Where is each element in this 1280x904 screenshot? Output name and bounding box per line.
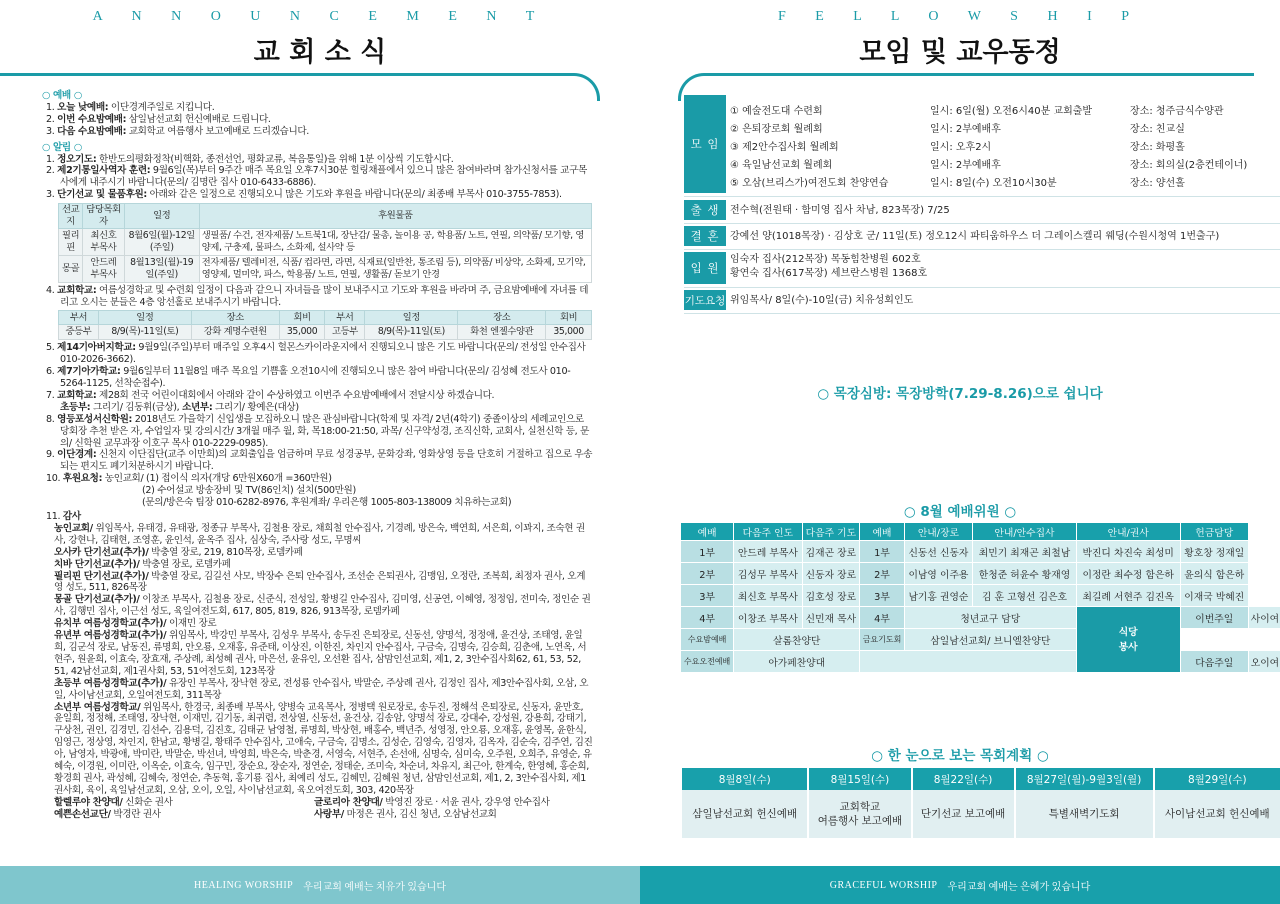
meal-label-text: 식당 xyxy=(1118,626,1138,638)
committee-title: ○ 8월 예배위원 ○ xyxy=(903,504,1017,520)
committee-cell: 2부 xyxy=(860,563,904,585)
committee-cell: 4부 xyxy=(681,607,734,629)
notice-10-line-3: (문의/방은숙 팀장 010-6282-8976, 후원계좌/ 우리은행 1005-803-138009 치유하는교회) xyxy=(142,497,512,509)
committee-cell: 1부 xyxy=(681,541,734,563)
thanks-key: 필리핀 단기선교(추가)/ xyxy=(54,570,149,582)
mission-pastor: 안드레 부목사 xyxy=(83,255,125,282)
committee-cell: 신동선 신동자 xyxy=(904,541,972,563)
fri-label: 금요기도회 xyxy=(860,629,904,651)
thanks-text: 이재민 장로 xyxy=(166,618,217,630)
committee-cell: 이창조 부목사 xyxy=(734,607,802,629)
thanks-last xyxy=(54,797,594,821)
thanks-key: 오사카 단기선교(추가)/ xyxy=(54,546,149,558)
thanks-key: 농인교회/ xyxy=(54,522,93,534)
vacation-notice: ○ 목장심방: 목장방학(7.29-8.26)으로 쉽니다 xyxy=(817,386,1103,402)
committee-cell: 최민기 최재곤 최철남 xyxy=(973,541,1077,563)
committee-row xyxy=(681,563,1280,585)
meeting-name: ④ 육일남선교회 월례회 xyxy=(730,159,833,171)
footer xyxy=(640,866,1280,904)
worship-item xyxy=(46,102,594,114)
sat-label: 수요오전예배 xyxy=(681,651,734,673)
hospital-label: 입 원 xyxy=(684,252,726,284)
committee-cell: 김재곤 장로 xyxy=(802,541,860,563)
meeting-time: 일시: 2부예배후 xyxy=(930,159,1001,171)
notice-9: 9. 이단경계: 신천지 이단집단(교주 이만희)의 교회출입을 엄금하며 무료 성경공부, 문화강좌, 영화상영 등을 단호히 거절하고 집으로 우송되는 편지도 폐기처분하시기 바랍니다. xyxy=(46,449,593,473)
committee-cell: 박진디 차진숙 최성미 xyxy=(1076,541,1180,563)
meeting-place: 장소: 양선홀 xyxy=(1130,177,1185,189)
thanks-key: 소년부 여름성경학교/ xyxy=(54,701,141,713)
meeting-time: 일시: 2부예배후 xyxy=(930,123,1001,135)
page-title: 교 회 소 식 xyxy=(253,37,387,68)
table-header: 선교지 xyxy=(59,204,83,229)
committee-cell: 남기홍 권영순 xyxy=(904,585,972,607)
section-eng-title: F E L L O W S H I P xyxy=(777,9,1143,24)
footer-kor: 우리교회 예배는 치유가 있습니다 xyxy=(303,881,446,893)
committee-cell: 2부 xyxy=(681,563,734,585)
meal-label-text: 봉사 xyxy=(1118,641,1138,653)
fri-value: 삼일남선교회/ 브니엘찬양단 xyxy=(904,629,1076,651)
notice-heading: ○ 알림 ○ xyxy=(42,141,82,153)
committee-row xyxy=(681,541,1280,563)
thanks-text: 위임목사, 유태경, 유태광, 정종규 부목사, 김철용 장로, 채희철 안수집사, 기경례, 방은숙, 백연희, 서은희, 이꽈지, 조숙현 권사, 강현나, 김태현, 조영훈, 윤인석, 윤옥주 집사, 심상숙, 주사랑 성도, 무명씨 xyxy=(54,522,585,546)
thanks-item xyxy=(54,809,314,821)
table-cell: 화천 엔젤수양관 xyxy=(458,325,546,340)
thanks-key: 몽골 단기선교(추가)/ xyxy=(54,594,140,606)
empty-cell xyxy=(860,651,1077,673)
item-text: 삼일남선교회 헌신예배로 드립니다. xyxy=(126,113,271,125)
committee-cell: 신동자 장로 xyxy=(802,563,860,585)
committee-cell: 윤의식 함은하 xyxy=(1180,563,1248,585)
plan-title: ○ 한 눈으로 보는 목회계획 ○ xyxy=(871,748,1049,764)
meal-value: 오이여 xyxy=(1248,651,1280,673)
mission-date: 8월13일(월)-19일(주일) xyxy=(124,255,199,282)
meeting-place: 장소: 회의실(2층컨테이너) xyxy=(1130,159,1248,171)
hospital-line-2: 황연숙 집사(617목장) 세브란스병원 1368호 xyxy=(730,268,928,279)
item-key: 이번 수요밤예배: xyxy=(57,113,127,125)
committee-cell: 신민재 목사 xyxy=(802,607,860,629)
notice-1: 1. 정오기도: 한반도의평화정착(비핵화, 종전선언, 평화교류, 복음통일)을 위해 1분 이상씩 기도합시다. xyxy=(46,153,454,165)
footer-eng: HEALING WORSHIP xyxy=(193,879,294,891)
committee-cell: 최신호 부목사 xyxy=(734,585,802,607)
worship-item xyxy=(46,126,594,138)
meal-label xyxy=(1076,607,1180,673)
birth-text: 전수혁(전원태 · 함미영 집사 차남, 823목장) 7/25 xyxy=(730,205,950,216)
mission-place: 몽골 xyxy=(59,255,83,282)
thanks-key: 사랑부/ xyxy=(314,808,344,820)
committee-row xyxy=(681,629,1280,651)
meeting-row xyxy=(726,172,1251,190)
thanks-list xyxy=(54,523,594,797)
thanks-text: 박경란 권사 xyxy=(110,808,161,820)
committee-cell: 최길례 서현주 김진옥 xyxy=(1076,585,1180,607)
meal-value: 사이여 xyxy=(1248,607,1280,629)
plan-event: 사이남선교회 헌신예배 xyxy=(1155,790,1280,838)
table-header: 안내/장로 xyxy=(904,523,972,541)
footer-eng: GRACEFUL WORSHIP xyxy=(829,879,938,891)
right-page xyxy=(640,0,1280,904)
thanks-text: 마정은 권사, 김신 청년, 오삼남선교회 xyxy=(343,808,497,820)
meeting-time: 일시: 6일(월) 오전6시40분 교회출발 xyxy=(930,105,1093,117)
table-header: 다음주 인도 xyxy=(734,523,802,541)
table-header: 일정 xyxy=(365,311,458,325)
committee-cell: 3부 xyxy=(681,585,734,607)
thanks-text: 박충열 장로, 김길선 사모, 박장수 은퇴 안수집사, 조선순 은퇴권사, 김맹임, 오정란, 조복희, 최정자 권사, 오계영 성도, 511, 826목장 xyxy=(54,570,586,594)
meeting-row xyxy=(726,100,1251,118)
table-cell: 35,000 xyxy=(546,325,592,340)
thanks-item xyxy=(314,797,594,809)
notice-7: 7. 교회학교: 제28회 전국 어린이대회에서 아래와 같이 수상하였고 이번주 수요밤예배에서 전달시상 하겠습니다. xyxy=(46,389,495,401)
committee-cell: 안드레 부목사 xyxy=(734,541,802,563)
item-number: 2. xyxy=(46,113,58,125)
school-table xyxy=(58,310,592,340)
committee-cell: 청년교구 담당 xyxy=(904,607,1076,629)
table-header: 예배 xyxy=(860,523,904,541)
notice-2: 2. 제2기통일사역자 훈련: 9월6일(목)부터 9주간 매주 목요일 오후7시30분 힐링채플에서 있으니 많은 참여바라며 참가신청서를 교구목사에게 내주시기 바랍니다(문의/ 김명란 집사 010-6433-6886). xyxy=(46,165,587,189)
thanks-item xyxy=(54,523,594,547)
table-row xyxy=(59,228,592,255)
item-number: 3. xyxy=(46,125,58,137)
table-row xyxy=(59,255,592,282)
hospital-line-1: 임숙자 집사(212목장) 목동힘찬병원 602호 xyxy=(730,254,921,265)
thanks-key: 할렐루야 찬양대/ xyxy=(54,796,123,808)
notice-5: 5. 제14기아버지학교: 9월9일(주일)부터 매주일 오후4시 헐몬스카이라운지에서 진행되오니 많은 기도 바랍니다(문의/ 전성일 안수집사 010-2026-3662). xyxy=(46,342,586,366)
table-cell: 중등부 xyxy=(59,325,99,340)
plan-event: 단기선교 보고예배 xyxy=(913,790,1014,838)
meeting-name: ③ 제2안수집사회 월례회 xyxy=(730,141,839,153)
item-number: 1. xyxy=(46,101,58,113)
mission-gift: 생필품/ 수건, 전자제품/ 노트북1대, 장난감/ 물총, 놀이용 공, 학용품/ 노트, 연필, 의약품/ 모기향, 영양제, 구충제, 물파스, 소화제, 설사약 등 xyxy=(199,228,591,255)
thanks-key: 초등부 여름성경학교(추가)/ xyxy=(54,677,167,689)
thanks-item xyxy=(54,702,594,797)
meal-key: 다음주일 xyxy=(1180,651,1248,673)
meeting-row xyxy=(726,154,1251,172)
worship-item xyxy=(46,114,594,126)
thanks-item xyxy=(314,809,594,821)
thanks-item xyxy=(54,571,594,595)
table-cell: 8/9(목)-11일(토) xyxy=(98,325,191,340)
notice-7-awards: 초등부: 그리기/ 김동휘(금상), 소년부: 그리기/ 황예은(대상) xyxy=(60,401,299,413)
notice-6: 6. 제7기아가학교: 9월6일부터 11월8일 매주 목요일 기쁨홀 오전10시에 진행되오니 많은 참여 바랍니다(문의/ 김성혜 전도사 010-5264-1125, 선착순접수). xyxy=(46,366,571,390)
committee-cell: 김성무 부목사 xyxy=(734,563,802,585)
plan-table xyxy=(680,768,1280,838)
thanks-key: 예쁜손선교단/ xyxy=(54,808,111,820)
birth-label: 출 생 xyxy=(684,200,726,220)
mission-table xyxy=(58,203,592,282)
table-cell: 고등부 xyxy=(325,325,365,340)
committee-row xyxy=(681,651,1280,673)
thanks-item xyxy=(54,594,594,618)
meeting-name: ⑤ 오삼(브리스가)여전도회 찬양연습 xyxy=(730,177,889,189)
thanks-text: 위임목사, 한경국, 최종배 부목사, 양병숙 교육목사, 정병택 원로장로, 송두진, 정해석 은퇴장로, 신동자, 윤만호, 윤일희, 정정해, 조태영, 장낙현, 이재민, 김기동, 최귀렴, 전상열, 신동선, 윤건상, 김송암, 양명석 장로, 강대수, 강성원, 강용희, 강태기, 구상천, 권인, 김경민, 김선수, 김용덕, 김진호, 김태균 남영철, 류명희, 박상현, 배홍수, 백년주, 성영정, 안오룡, 오재홍, 윤영목, 윤한식, 임영근, 정상영, 차인지, 한남교, 황병길, 황태주 안수집사, 고애숙, 구금숙, 김명소, 김성순, 김영숙, 김영자, 김옥자, 김순숙, 김주연, 김진아, 남영자, 박광애, 박미란, 박말순, 박선녀, 박영희, 박은숙, 박춘경, 서영숙, 서현주, 손선애, 심명숙, 심미숙, 오주원, 오희주, 유영순, 유혜숙, 이경원, 이미란, 이옥순, 이효숙, 임구민, 장순요, 장순자, 정연순, 정태순, 조미숙, 차순녀, 차유지, 최근아, 한계숙, 한영혜, 홍순희, 황경희 권사, 곽성혜, 김혜숙, 정연순, 추동혁, 홍기룡 집사, 최예리 성도, 김혜민, 김혜원 청년, 삼맘인선교회, 제1, 2, 3안수집사회, 제1권사회, 육이, 육일남선교회, 오삼, 오이, 오일, 사이남선교회, 육오여전도회, 303, 420목장 xyxy=(54,701,593,796)
committee-cell: 김호성 장로 xyxy=(802,585,860,607)
meal-key: 이번주일 xyxy=(1180,607,1248,629)
meeting-time: 일시: 8일(수) 오전10시30분 xyxy=(930,177,1057,189)
thanks-item xyxy=(54,559,594,571)
thanks-item xyxy=(54,678,594,702)
notice-11: 11. 감사 xyxy=(46,511,81,522)
committee-cell: 3부 xyxy=(860,585,904,607)
item-key: 오늘 낮예배: xyxy=(57,101,109,113)
thanks-text: 박영진 장로 · 서윤 권사, 강우영 안수집사 xyxy=(382,796,550,808)
meeting-name: ① 예술전도대 수련회 xyxy=(730,105,823,117)
table-header: 회비 xyxy=(546,311,592,325)
meeting-row xyxy=(726,136,1251,154)
footer xyxy=(0,866,640,904)
thanks-key: 치바 단기선교(추가)/ xyxy=(54,558,140,570)
prayer-label: 기도요청 xyxy=(684,290,726,310)
thanks-item xyxy=(54,630,594,678)
committee-cell: 김 훈 고형선 김은호 xyxy=(973,585,1077,607)
notice-3: 3. 단기선교 및 물품후원: 아래와 같은 일정으로 진행되오니 많은 기도와 후원을 바랍니다(문의/ 최종배 부목사 010-3755-7853). xyxy=(46,189,562,201)
plan-date: 8월8일(수) xyxy=(682,768,807,790)
committee-cell: 이남영 이주용 xyxy=(904,563,972,585)
table-header: 일정 xyxy=(98,311,191,325)
meeting-name: ② 은퇴장로회 월례회 xyxy=(730,123,823,135)
thanks-key: 글로리아 찬양대/ xyxy=(314,796,383,808)
committee-cell: 1부 xyxy=(860,541,904,563)
meeting-table xyxy=(726,100,1251,190)
committee-cell: 이정란 최수정 함은하 xyxy=(1076,563,1180,585)
committee-cell: 한청준 허윤수 황재영 xyxy=(973,563,1077,585)
meeting-place: 장소: 화평홀 xyxy=(1130,141,1185,153)
wedding-text: 강예선 양(1018목장) · 김상호 군/ 11일(토) 정오12시 파티움하우스 더 그레이스켈리 웨딩(수원시청역 1번출구) xyxy=(730,231,1220,242)
item-key: 다음 수요밤예배: xyxy=(57,125,127,137)
table-row xyxy=(59,325,592,340)
worship-list xyxy=(42,102,594,138)
plan-event: 특별새벽기도회 xyxy=(1016,790,1153,838)
mission-gift: 전자제품/ 텔레비전, 식품/ 컵라면, 라면, 식재료(일반찬, 통조림 등), 의약품/ 비상약, 소화제, 모기약, 영양제, 멀미약, 파스, 학용품/ 노트, 연필, 생활품/ 돋보기 안경 xyxy=(199,255,591,282)
mission-pastor: 최신호 부목사 xyxy=(83,228,125,255)
committee-cell: 황호창 정재일 xyxy=(1180,541,1248,563)
thanks-text: 신화순 권사 xyxy=(122,796,173,808)
table-header: 예배 xyxy=(681,523,734,541)
table-header: 안내/권사 xyxy=(1076,523,1180,541)
table-header: 다음주 기도 xyxy=(802,523,860,541)
notice-10-line-2: (2) 수어설교 방송장비 및 TV(86인치) 설치(500만원) xyxy=(142,485,356,497)
mission-date: 8월6일(월)-12일(주일) xyxy=(124,228,199,255)
plan-date: 8월15일(수) xyxy=(809,768,910,790)
committee-table xyxy=(680,522,1280,673)
mission-place: 필리핀 xyxy=(59,228,83,255)
table-header: 부서 xyxy=(59,311,99,325)
table-cell: 35,000 xyxy=(279,325,325,340)
table-header: 장소 xyxy=(458,311,546,325)
meeting-time: 일시: 오후2시 xyxy=(930,141,992,153)
plan-date: 8월29일(수) xyxy=(1155,768,1280,790)
announcement-body xyxy=(42,88,594,821)
table-cell: 8/9(목)-11일(토) xyxy=(365,325,458,340)
table-cell: 강화 계명수련원 xyxy=(191,325,279,340)
wed-worship-value: 살롬찬양단 xyxy=(734,629,860,651)
thanks-item xyxy=(54,618,594,630)
table-header: 부서 xyxy=(325,311,365,325)
thanks-item xyxy=(54,797,314,809)
table-header: 장소 xyxy=(191,311,279,325)
thanks-item xyxy=(54,547,594,559)
notice-10: 10. 후원요청: 농인교회/ (1) 접이식 의자(개당 6만원X60개 =360만원) xyxy=(46,473,332,485)
meeting-row xyxy=(726,118,1251,136)
committee-row xyxy=(681,585,1280,607)
plan-event: 교회학교 여름행사 보고예배 xyxy=(809,790,910,838)
thanks-key: 유치부 여름성경학교(추가)/ xyxy=(54,618,167,630)
table-header: 안내/안수집사 xyxy=(973,523,1077,541)
table-header: 헌금담당 xyxy=(1180,523,1248,541)
item-text: 이단경계주일로 지킵니다. xyxy=(108,101,215,113)
plan-event: 삼일남선교회 헌신예배 xyxy=(682,790,807,838)
table-header: 후원물품 xyxy=(199,204,591,229)
wedding-label: 결 혼 xyxy=(684,226,726,246)
thanks-key: 유년부 여름성경학교(추가)/ xyxy=(54,630,167,642)
meeting-place: 장소: 친교실 xyxy=(1130,123,1185,135)
section-eng-title: A N N O U N C E M E N T xyxy=(92,9,548,24)
fellowship-body xyxy=(640,0,1280,866)
wed-worship-label: 수요밤예배 xyxy=(681,629,734,651)
prayer-text: 위임목사/ 8일(수)-10일(금) 치유성회인도 xyxy=(730,295,914,306)
thanks-text: 이창조 부목사, 김철용 장로, 신준식, 전성일, 황병길 안수집사, 김미영, 신공연, 이혜영, 정정임, 전미숙, 정인순 권사, 김행민 집사, 이근선 성도, 육일여전도회, 617, 805, 819, 826, 913목장, 로뎀카페 xyxy=(54,594,591,618)
committee-cell: 4부 xyxy=(860,607,904,629)
worship-heading: ○ 예배 ○ xyxy=(42,90,82,101)
thanks-text: 박충열 장로, 219, 810목장, 로뎀카페 xyxy=(148,546,303,558)
table-header: 회비 xyxy=(279,311,325,325)
committee-row xyxy=(681,607,1280,629)
committee-cell: 이재국 박혜진 xyxy=(1180,585,1248,607)
table-header: 담당목회자 xyxy=(83,204,125,229)
plan-date: 8월27일(월)-9월3일(월) xyxy=(1016,768,1153,790)
sat-value: 아가페찬양대 xyxy=(734,651,860,673)
thanks-text: 박충열 장로, 로뎀카페 xyxy=(139,558,231,570)
plan-date: 8월22일(수) xyxy=(913,768,1014,790)
footer-kor: 우리교회 예배는 은혜가 있습니다 xyxy=(947,881,1091,893)
meeting-place: 장소: 청주금식수양관 xyxy=(1130,105,1224,117)
thanks-text: 위임목사, 박강민 부목사, 김성우 부목사, 송두진 은퇴장로, 신동선, 양명석, 정정애, 윤건상, 조태영, 윤일희, 김군석 장로, 남동진, 류명희, 안오룡, 오재홍, 유준태, 이상진, 이한진, 차인지 안수집사, 구금숙, 김명숙, 김승희, 김춘애, 노연옥, 서현주, 원윤희, 이효숙, 장효재, 주상례, 최성혜 권사, 마은선, 윤유인, 오선환 집사, 삼맘인선교회, 제1, 2, 3안수집사회62, 61, 53, 52, 51, 42남선교회, 제1권사회, 53, 51여전도회, 123목장 xyxy=(54,630,587,677)
meeting-label: 모 임 xyxy=(684,95,726,193)
notice-8: 8. 영등포성서신학원: 2018년도 가을학기 신입생을 모집하오니 많은 관심바랍니다(학제 및 자격/ 2년(4학기) 중졸이상의 세례교인으로 당회장 추천 받은 자, 수업일자 및 강의시간/ 3개월 매주 월, 화, 목18:00-21:50, 과목/ 신구약성경, 조직신학, 교회사, 실천신학 등, 문의/ 신학원 교무과장 이호구 목사 010-2229-0985). xyxy=(46,413,589,449)
notice-4: 4. 교회학교: 여름성경학교 및 수련회 일정이 다음과 같으니 자녀들을 많이 보내주시고 기도와 후원을 바라며 주, 금요밤예배에 자녀를 데리고 오시는 분들은 4층 앙선홀로 보내주시기 바랍니다. xyxy=(46,284,589,308)
page-title: 모임 및 교우동정 xyxy=(859,37,1061,68)
table-header: 일정 xyxy=(124,204,199,229)
thanks-text: 유장인 부목사, 장낙현 장로, 전성룡 안수집사, 박말순, 주상례 권사, 김정인 집사, 제3안수집사회, 오삼, 오일, 사이남선교회, 오일여전도회, 311목장 xyxy=(54,677,589,701)
item-text: 교회학교 여름행사 보고예배로 드리겠습니다. xyxy=(126,125,309,137)
